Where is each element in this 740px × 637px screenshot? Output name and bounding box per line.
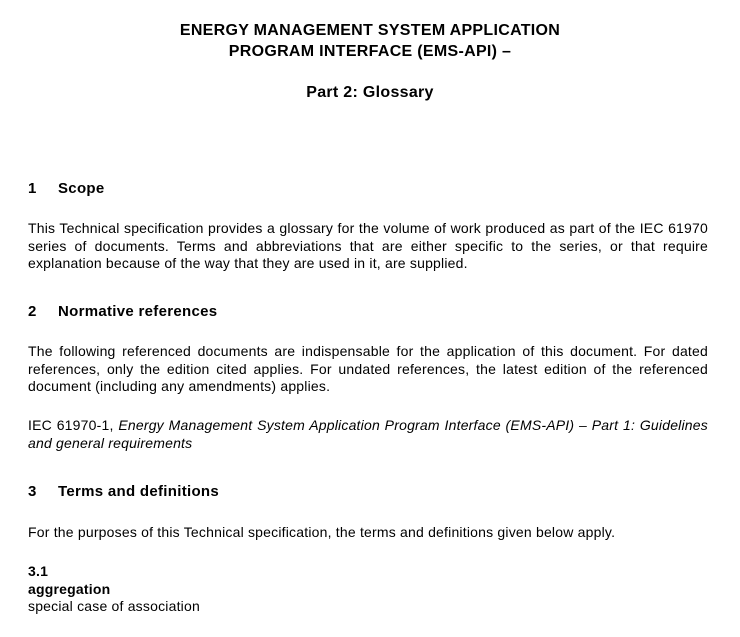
reference-title: Energy Management System Application Program Interface (EMS-API) – Part 1: Guidelines and general requirements — [28, 417, 708, 451]
section-heading-normative-references — [28, 303, 217, 321]
term-definition: special case of association — [28, 598, 200, 614]
section-title: Terms and definitions — [58, 483, 220, 500]
document-title-line1: ENERGY MANAGEMENT SYSTEM APPLICATION — [179, 22, 561, 39]
term-name: aggregation — [28, 581, 111, 597]
section-number: 3 — [28, 483, 37, 500]
document-subtitle: Part 2: Glossary — [306, 84, 434, 101]
terms-paragraph: For the purposes of this Technical specification, the terms and definitions given below apply. — [28, 524, 616, 540]
term-number: 3.1 — [28, 563, 49, 579]
section-title: Scope — [58, 180, 105, 197]
section-number: 1 — [28, 180, 37, 197]
section-heading-scope — [28, 180, 105, 198]
reference-id: IEC 61970-1, — [28, 417, 119, 433]
section-title: Normative references — [58, 303, 218, 320]
scope-paragraph: This Technical specification provides a glossary for the volume of work produced as part of the IEC 61970 series of documents. Terms and abbreviations that are either specific to the series, or that require explanation because of the way that they are used in it, are supplied. — [28, 220, 708, 271]
section-heading-terms-and-definitions — [28, 483, 219, 501]
document-title-line2: PROGRAM INTERFACE (EMS-API) – — [228, 43, 512, 60]
section-number: 2 — [28, 303, 37, 320]
normative-references-paragraph: The following referenced documents are indispensable for the application of this document. For dated references, only the edition cited applies. For undated references, the latest edition of the referenced document (including any amendments) applies. — [28, 343, 708, 394]
normative-reference-entry — [28, 417, 708, 452]
